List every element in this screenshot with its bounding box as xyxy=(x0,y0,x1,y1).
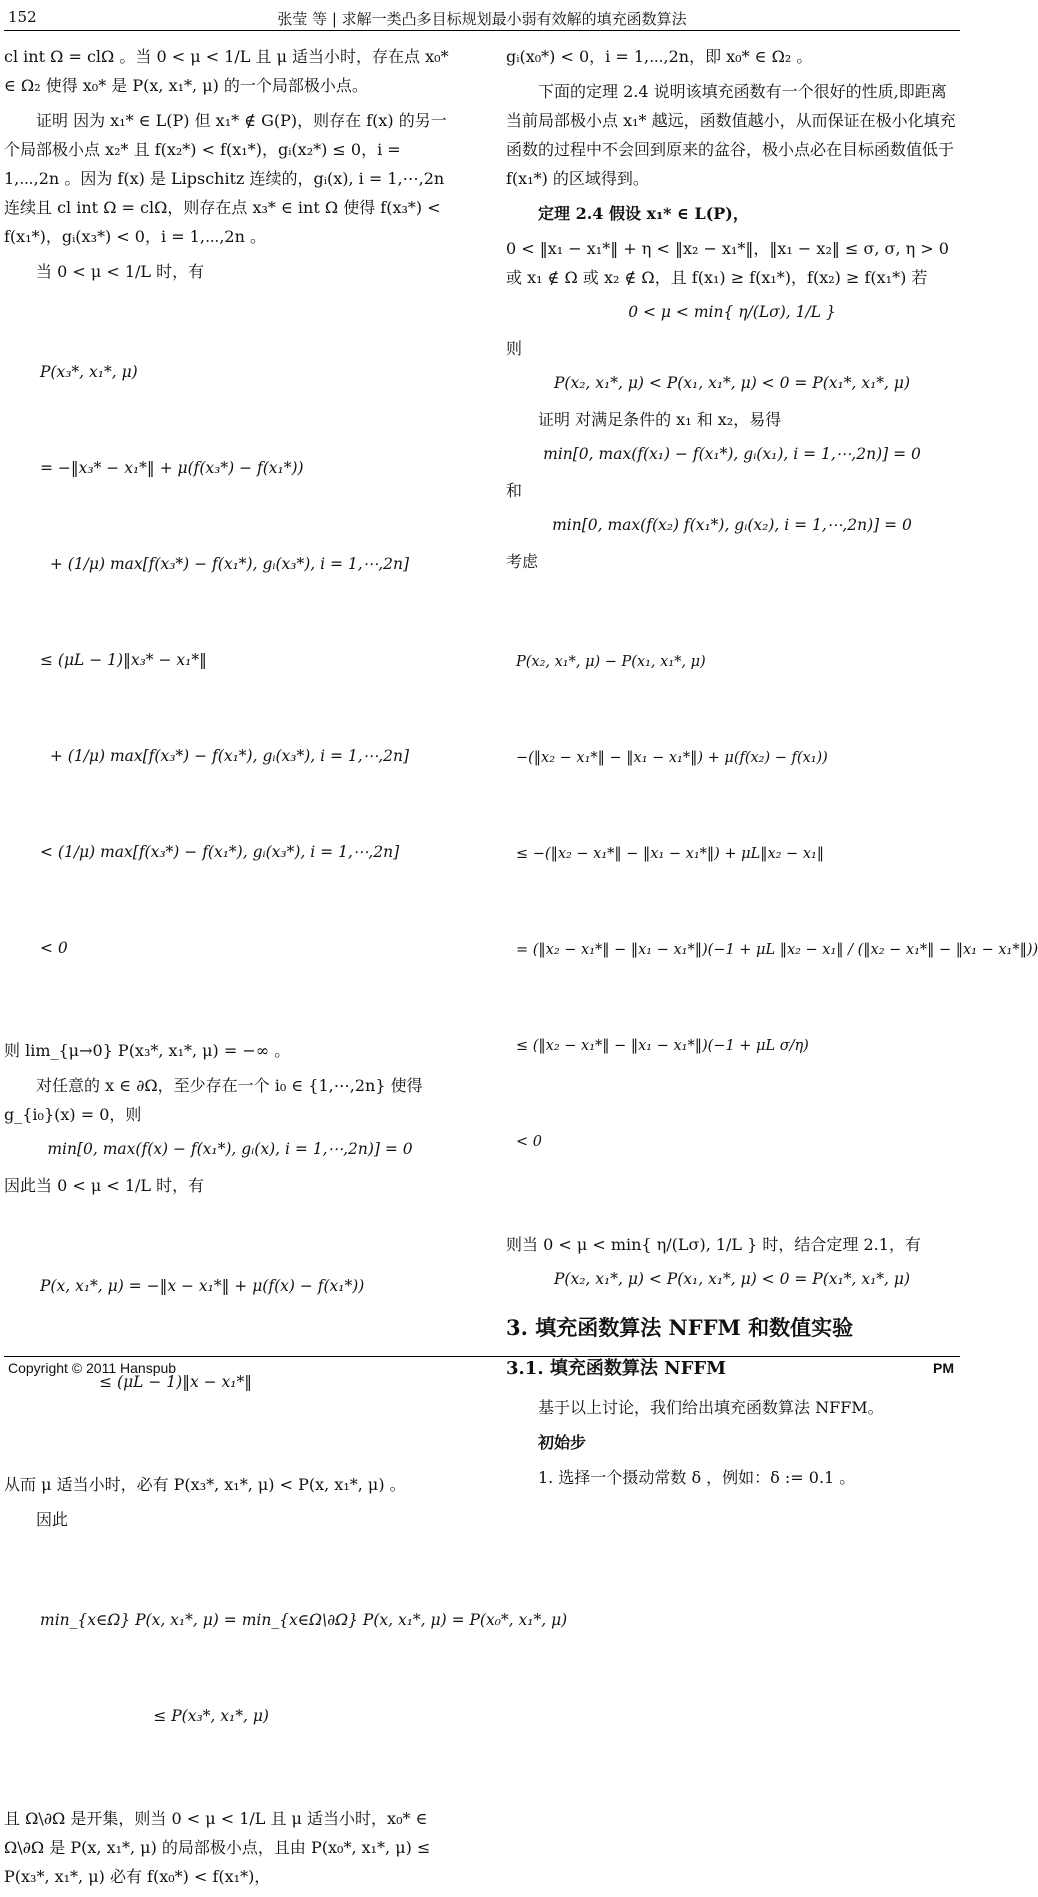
equation-line: < 0 xyxy=(40,939,68,957)
right-column xyxy=(506,42,1038,1498)
equation-line: ≤ (μL − 1)‖x₃* − x₁*‖ xyxy=(40,651,207,669)
equation-line: < (1/μ) max[f(x₃*) − f(x₁*), gᵢ(x₃*), i = 1,⋯,2n] xyxy=(40,843,400,861)
theorem-conditions: 0 < ‖x₁ − x₁*‖ + η < ‖x₂ − x₁*‖，‖x₁ − x₂‖ ≤ σ, σ, η > 0 或 x₁ ∉ Ω 或 x₂ ∉ Ω，且 f(x₁) ≥ f(x₁*)，f(x₂) ≥ f(x₁*) 若 xyxy=(506,239,949,287)
equation-line: < 0 xyxy=(516,1134,542,1150)
equation-line: ≤ (‖x₂ − x₁*‖ − ‖x₁ − x₁*‖)(−1 + μL σ/η) xyxy=(516,1038,809,1054)
journal-abbrev: PM xyxy=(933,1360,954,1376)
equation-line: ≤ −(‖x₂ − x₁*‖ − ‖x₁ − x₁*‖) + μL‖x₂ − x₁‖ xyxy=(516,846,825,862)
right-paragraph-10: 基于以上讨论，我们给出填充函数算法 NFFM。 xyxy=(538,1398,884,1417)
equation-line: min_{x∈Ω} P(x, x₁*, μ) = min_{x∈Ω\∂Ω} P(x, x₁*, μ) = P(x₀*, x₁*, μ) xyxy=(40,1611,568,1629)
right-paragraph-7: 和 xyxy=(506,481,523,500)
subsection-heading-3-1: 3.1. 填充函数算法 NFFM xyxy=(506,1358,727,1379)
equation-line: P(x₃*, x₁*, μ) xyxy=(40,363,138,381)
equation-line: = −‖x₃* − x₁*‖ + μ(f(x₃*) − f(x₁*)) xyxy=(40,459,304,477)
equation-line: + (1/μ) max[f(x₃*) − f(x₁*), gᵢ(x₃*), i = 1,⋯,2n] xyxy=(40,555,410,573)
equation-r1: 0 < μ < min{ η/(Lσ), 1/L } xyxy=(628,303,836,321)
initial-step-label: 初始步 xyxy=(538,1433,587,1452)
equation-r6: P(x₂, x₁*, μ) < P(x₁, x₁*, μ) < 0 = P(x₁*, x₁*, μ) xyxy=(553,1270,911,1288)
running-title: 张莹 等 | 求解一类凸多目标规划最小弱有效解的填充函数算法 xyxy=(277,10,687,28)
left-paragraph-3: 当 0 < μ < 1/L 时，有 xyxy=(36,262,205,281)
equation-line: + (1/μ) max[f(x₃*) − f(x₁*), gᵢ(x₃*), i = 1,⋯,2n] xyxy=(40,747,410,765)
equation-line: P(x, x₁*, μ) = −‖x − x₁*‖ + μ(f(x) − f(x₁*)) xyxy=(40,1277,365,1295)
equation-line: P(x₂, x₁*, μ) − P(x₁, x₁*, μ) xyxy=(516,654,706,670)
copyright-text: Copyright © 2011 Hanspub xyxy=(8,1360,177,1376)
footer-rule xyxy=(4,1356,960,1357)
left-paragraph-1: cl int Ω = clΩ 。当 0 < μ < 1/L 且 μ 适当小时，存在点 x₀* ∈ Ω₂ 使得 x₀* 是 P(x, x₁*, μ) 的一个局部极小点。 xyxy=(4,47,449,95)
section-heading-3: 3. 填充函数算法 NFFM 和数值实验 xyxy=(506,1315,854,1340)
left-paragraph-7: 从而 μ 适当小时，必有 P(x₃*, x₁*, μ) < P(x, x₁*, μ) 。 xyxy=(4,1475,406,1494)
equation-line: ≤ P(x₃*, x₁*, μ) xyxy=(40,1707,269,1725)
proof-paragraph-right: 证明 对满足条件的 x₁ 和 x₂，易得 xyxy=(538,410,782,429)
header-rule xyxy=(4,30,960,31)
equation-r3: min[0, max(f(x₁) − f(x₁*), gᵢ(x₁), i = 1,⋯,2n)] = 0 xyxy=(543,445,921,463)
step-1: 1. 选择一个摄动常数 δ ，例如：δ := 0.1 。 xyxy=(538,1468,856,1487)
equation-chain-r5 xyxy=(516,582,1038,1222)
left-paragraph-8: 因此 xyxy=(36,1510,69,1529)
right-paragraph-1: gᵢ(x₀*) < 0，i = 1,⋯,2n，即 x₀* ∈ Ω₂ 。 xyxy=(506,47,813,66)
right-paragraph-2: 下面的定理 2.4 说明该填充函数有一个很好的性质,即距离当前局部极小点 x₁* 越远，函数值越小，从而保证在极小化填充函数的过程中不会回到原来的盆谷，极小点必在目标函数值低于 f(x₁*) 的区域得到。 xyxy=(506,82,956,188)
equation-line: −(‖x₂ − x₁*‖ − ‖x₁ − x₁*‖) + μ(f(x₂) − f(x₁)) xyxy=(516,750,828,766)
page-number: 152 xyxy=(8,8,37,26)
left-paragraph-5: 对任意的 x ∈ ∂Ω，至少存在一个 i₀ ∈ {1,⋯,2n} 使得 g_{i₀}(x) = 0，则 xyxy=(4,1076,423,1124)
equation-line: = (‖x₂ − x₁*‖ − ‖x₁ − x₁*‖)(−1 + μL ‖x₂ − x₁‖ / (‖x₂ − x₁*‖ − ‖x₁ − x₁*‖)) xyxy=(516,942,1038,958)
theorem-2-4: 定理 2.4 假设 x₁* ∈ L(P)， xyxy=(538,204,749,223)
equation-chain-3 xyxy=(40,1206,456,1462)
equation-line: ≤ (μL − 1)‖x − x₁*‖ xyxy=(40,1373,252,1391)
equation-r2: P(x₂, x₁*, μ) < P(x₁, x₁*, μ) < 0 = P(x₁*, x₁*, μ) xyxy=(553,374,911,392)
equation-r4: min[0, max(f(x₂) f(x₁*), gᵢ(x₂), i = 1,⋯,2n)] = 0 xyxy=(552,516,912,534)
right-paragraph-9: 则当 0 < μ < min{ η/(Lσ), 1/L } 时，结合定理 2.1，有 xyxy=(506,1235,921,1254)
equation-2: min[0, max(f(x) − f(x₁*), gᵢ(x), i = 1,⋯,2n)] = 0 xyxy=(47,1140,413,1158)
left-paragraph-9: 且 Ω\∂Ω 是开集，则当 0 < μ < 1/L 且 μ 适当小时，x₀* ∈ Ω\∂Ω 是 P(x, x₁*, μ) 的局部极小点，且由 P(x₀*, x₁*, μ) ≤ P(x₃*, x₁*, μ) 必有 f(x₀*) < f(x₁*)， xyxy=(4,1809,431,1886)
limit-statement: 则 lim_{μ→0} P(x₃*, x₁*, μ) = −∞ 。 xyxy=(4,1041,291,1060)
right-paragraph-5: 则 xyxy=(506,339,523,358)
proof-paragraph: 证明 因为 x₁* ∈ L(P) 但 x₁* ∉ G(P)，则存在 f(x) 的另一个局部极小点 x₂* 且 f(x₂*) < f(x₁*)，gᵢ(x₂*) ≤ 0，i = 1,⋯,2n 。因为 f(x) 是 Lipschitz 连续的，gᵢ(x), i = 1,⋯,2n 连续且 cl int Ω = clΩ，则存在点 x₃* ∈ int Ω 使得 f(x₃*) < f(x₁*)，gᵢ(x₃*) < 0，i = 1,⋯,2n 。 xyxy=(4,111,447,246)
right-paragraph-8: 考虑 xyxy=(506,552,539,571)
equation-chain-4 xyxy=(40,1540,568,1796)
equation-chain-1 xyxy=(40,292,456,1028)
left-paragraph-6: 因此当 0 < μ < 1/L 时，有 xyxy=(4,1176,205,1195)
page-footer xyxy=(0,1356,964,1380)
